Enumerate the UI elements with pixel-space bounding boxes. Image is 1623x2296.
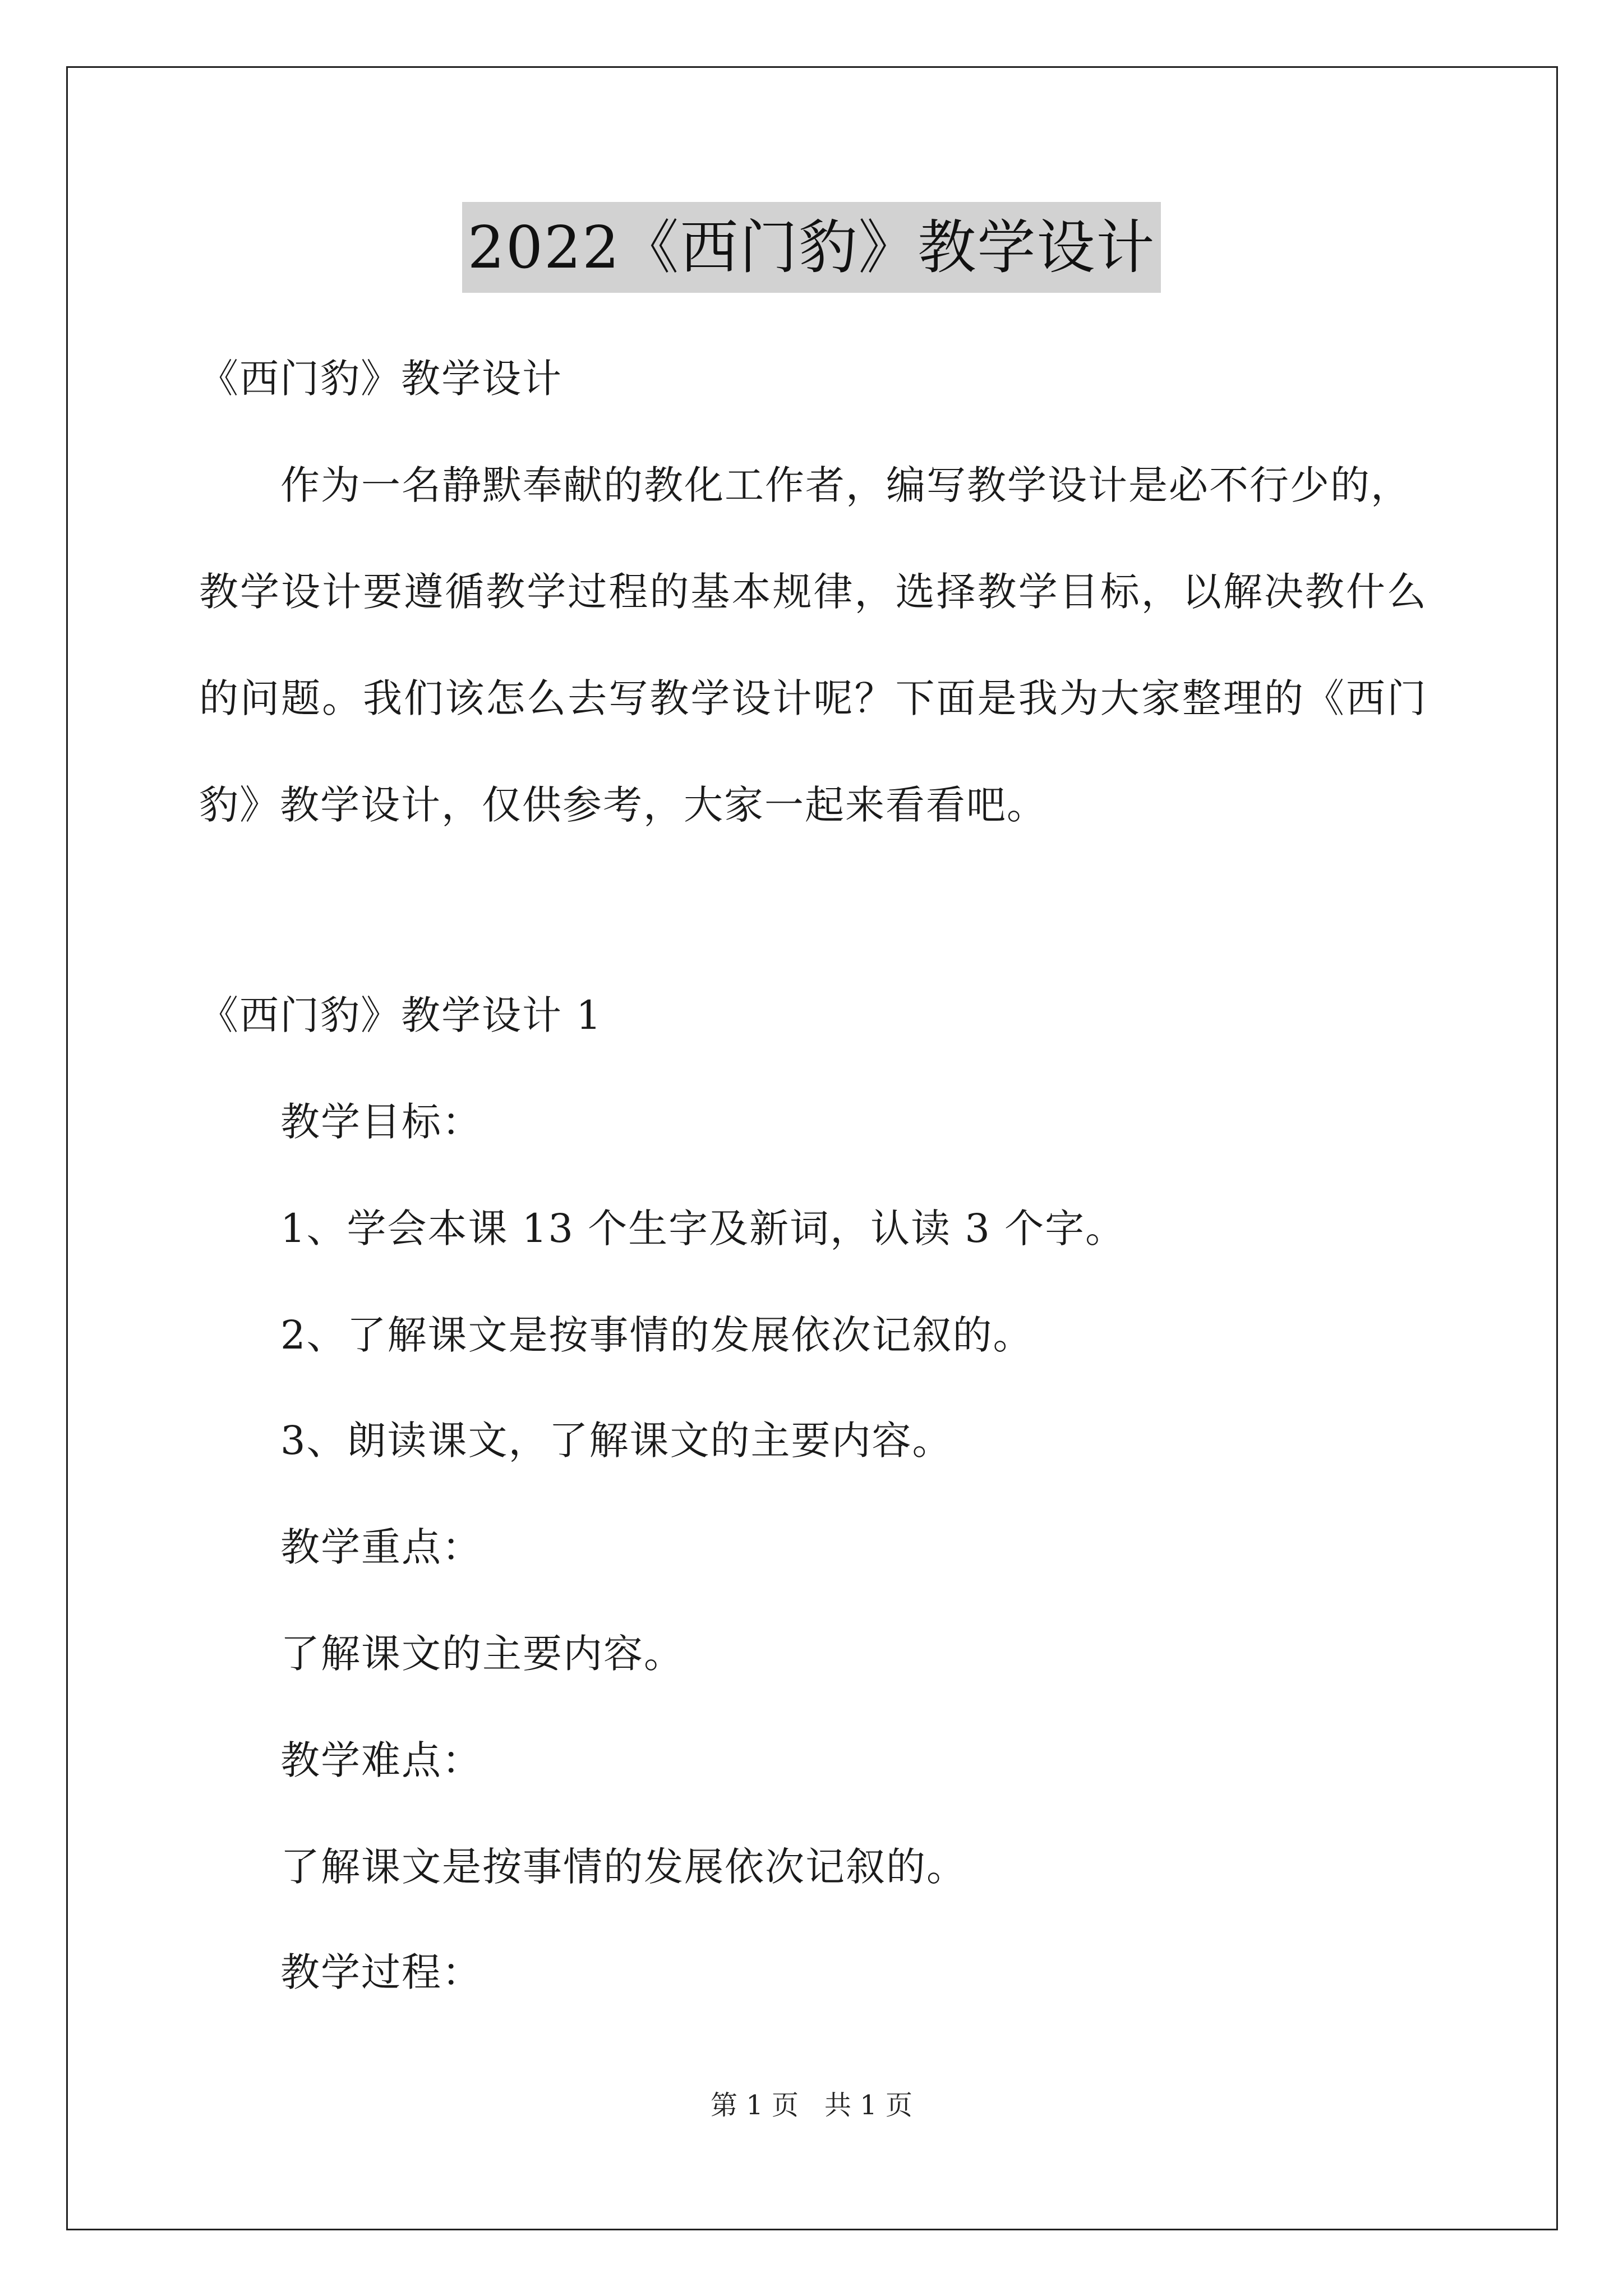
title-container xyxy=(0,202,1623,293)
document-subtitle: 《西门豹》教学设计 xyxy=(199,356,562,402)
difficulty-heading: 教学难点： xyxy=(280,1737,482,1783)
page-total: 共 1 页 xyxy=(824,2090,913,2121)
document-title: 2022《西门豹》教学设计 xyxy=(462,202,1161,293)
goal-item-2: 2、了解课文是按事情的发展依次记叙的。 xyxy=(280,1312,1034,1358)
difficulty-text: 了解课文是按事情的发展依次记叙的。 xyxy=(280,1844,967,1890)
process-heading: 教学过程： xyxy=(280,1949,482,1995)
page-number: 第 1 页 xyxy=(710,2090,799,2121)
section-title: 《西门豹》教学设计 1 xyxy=(199,992,602,1038)
intro-line-1: 作为一名静默奉献的教化工作者，编写教学设计是必不行少的， xyxy=(280,462,1411,508)
goals-heading: 教学目标： xyxy=(280,1099,482,1145)
intro-line-2: 教学设计要遵循教学过程的基本规律，选择教学目标，以解决教什么 xyxy=(199,569,1427,615)
goal-item-1: 1、学会本课 13 个生字及新词，认读 3 个字。 xyxy=(280,1205,1126,1251)
key-point-heading: 教学重点： xyxy=(280,1524,482,1570)
goal-item-3: 3、朗读课文，了解课文的主要内容。 xyxy=(280,1418,953,1464)
page-footer xyxy=(0,2086,1623,2125)
key-point-text: 了解课文的主要内容。 xyxy=(280,1631,684,1677)
intro-line-4: 豹》教学设计，仅供参考，大家一起来看看吧。 xyxy=(199,782,1047,828)
intro-line-3: 的问题。我们该怎么去写教学设计呢？下面是我为大家整理的《西门 xyxy=(199,675,1427,721)
